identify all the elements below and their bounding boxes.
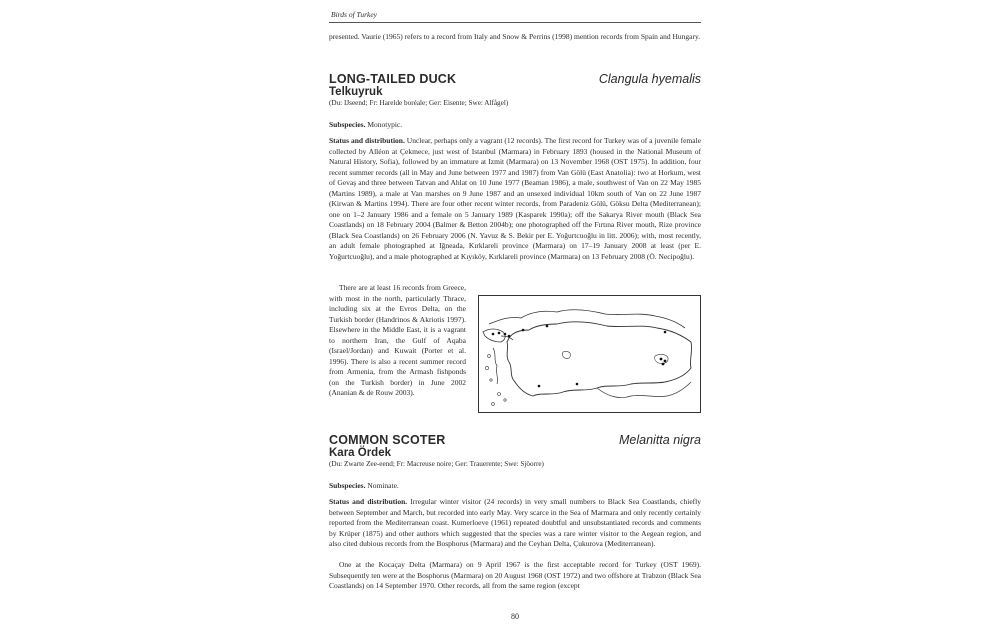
record-dot xyxy=(498,332,501,335)
record-dot xyxy=(522,329,525,332)
page-number: 80 xyxy=(511,612,519,621)
record-dot xyxy=(576,383,579,386)
subspecies-paragraph xyxy=(329,481,701,492)
record-dot xyxy=(538,385,541,388)
status-paragraph xyxy=(329,136,701,262)
running-header-title: Birds of Turkey xyxy=(331,10,377,19)
species-other-names: (Du: Zwarte Zee-eend; Fr: Macreuse noire; Ger: Trauerente; Swe: Sjöorre) xyxy=(329,460,544,468)
record-dot xyxy=(504,333,507,336)
status-paragraph xyxy=(329,497,701,550)
species-other-names: (Du: IJseend; Fr: Harelde boréale; Ger: Eisente; Swe: Alfågel) xyxy=(329,99,509,107)
species-header-long-tailed-duck xyxy=(329,72,701,108)
status-label: Status and distribution. xyxy=(329,497,408,506)
species-header-common-scoter xyxy=(329,433,701,469)
species-turkish-name: Telkuyruk xyxy=(329,86,383,98)
subspecies-text: Monotypic. xyxy=(367,120,403,129)
range-paragraph: There are at least 16 records from Greece, with most in the north, particularly Thrace, including six at the Evros Delta, on the Turkish border (Handrinos & Akriotis 1997). Elsewhere in the Middle East, it is a vagrant to northern Iran, the Gulf of Aqaba (Israel/Jordan) and Kuwait (Porter et al. 1996). There is also a recent summer record from Armenia, from the Armash fishponds (on the Turkish border) in June 2002 (Ananian & de Rouw 2003). xyxy=(329,283,466,397)
species-latin-name: Melanitta nigra xyxy=(619,433,701,447)
record-dot xyxy=(664,331,667,334)
record-dot xyxy=(546,325,549,328)
species-latin-name: Clangula hyemalis xyxy=(598,72,701,86)
species-turkish-name: Kara Ördek xyxy=(329,447,392,459)
subspecies-text: Nominate. xyxy=(367,481,399,490)
distribution-map-svg xyxy=(479,296,700,412)
distribution-map xyxy=(478,295,701,413)
running-header xyxy=(329,8,701,23)
subspecies-paragraph xyxy=(329,120,701,131)
record-dot xyxy=(492,333,495,336)
status-text: Irregular winter visitor (24 records) in very small numbers to Black Sea Coastlands, chiefly between September and March, but recorded into early May. Very scarce in the Sea of Marmara and only recently certainly reported from the Mediterranean coast. Kumerloeve (1961) repeated doubtful and unsubstantiated records and comments by Krüper (1875) and other authors which suggested that the species was a rare winter visitor to the Aegean region, and also cited dubious records from the Bosphorus (Marmara) and the Ceyhan Delta, Çukurova (Mediterranean). xyxy=(329,497,702,548)
intro-paragraph: presented. Vaurie (1965) refers to a record from Italy and Snow & Perrins (1998) mention records from Spain and Hungary. xyxy=(329,32,701,41)
record-dot xyxy=(660,358,663,361)
status-label: Status and distribution. xyxy=(329,136,405,145)
book-page xyxy=(329,0,701,640)
continued-paragraph: One at the Kocaçay Delta (Marmara) on 9 April 1967 is the first acceptable record for Turkey (OST 1969). Subsequently ten were at the Bosphorus (Marmara) on 20 August 1968 (OST 1972) and two offshore at Trabzon (Black Sea Coastlands) on 14 September 1970. Other records, all from the same region (except xyxy=(329,560,701,590)
subspecies-label: Subspecies. xyxy=(329,481,366,490)
record-dot xyxy=(662,363,665,366)
status-text: Unclear, perhaps only a vagrant (12 records). The first record for Turkey was of a juvenile female collected by Alléon at Çekmece, just west of Istanbul (Marmara) in February 1893 (housed in the National Museum of Natural History, Sofia), followed by an immature at Izmit (Marmara) on 13 November 1968 (OST 1975). In addition, four recent summer records (all in May and June between 1977 and 1987) from Van Gölü (East Anatolia): two at Horkum, west of Gevaş and three between Tatvan and Ahlat on 10 June 1977 (Beaman 1986), a male, southwest of Van on 22 May 1985 (Martins 1989), a male at Van marshes on 9 June 1987 and an unsexed individual 10km south of Van on 22 June 1987 (Kirwan & Martins 1994). There are four other recent winter records, from Paradeniz Gölü, Göksu Delta (Mediterranean); one on 1–2 January 1986 and a female on 5 January 1989 (Kasparek 1990a); off the Sakarya River mouth (Black Sea Coastlands) on 18 February 2004 (Balmer & Betton 2004b); one photographed off the Fırtına River mouth, Rize province (Black Sea Coastlands) on 26 February 2006 (N. Yavuz & S. Bekir per E. Yoğurtcuoğlu in litt. 2006); with, most recently, an adult female photographed at Iğneada, Kırklareli province (Marmara) on 17–19 January 2008 at least (per E. Yoğurtcuoğlu), and a male photographed at Kıyıköy, Kırklareli province (Marmara) on 13 February 2008 (Ö. Necipoğlu). xyxy=(329,136,701,261)
subspecies-label: Subspecies. xyxy=(329,120,366,129)
record-dot xyxy=(508,335,511,338)
species-english-name: COMMON SCOTER xyxy=(329,433,446,447)
species-english-name: LONG-TAILED DUCK xyxy=(329,72,457,86)
record-dot xyxy=(664,360,667,363)
